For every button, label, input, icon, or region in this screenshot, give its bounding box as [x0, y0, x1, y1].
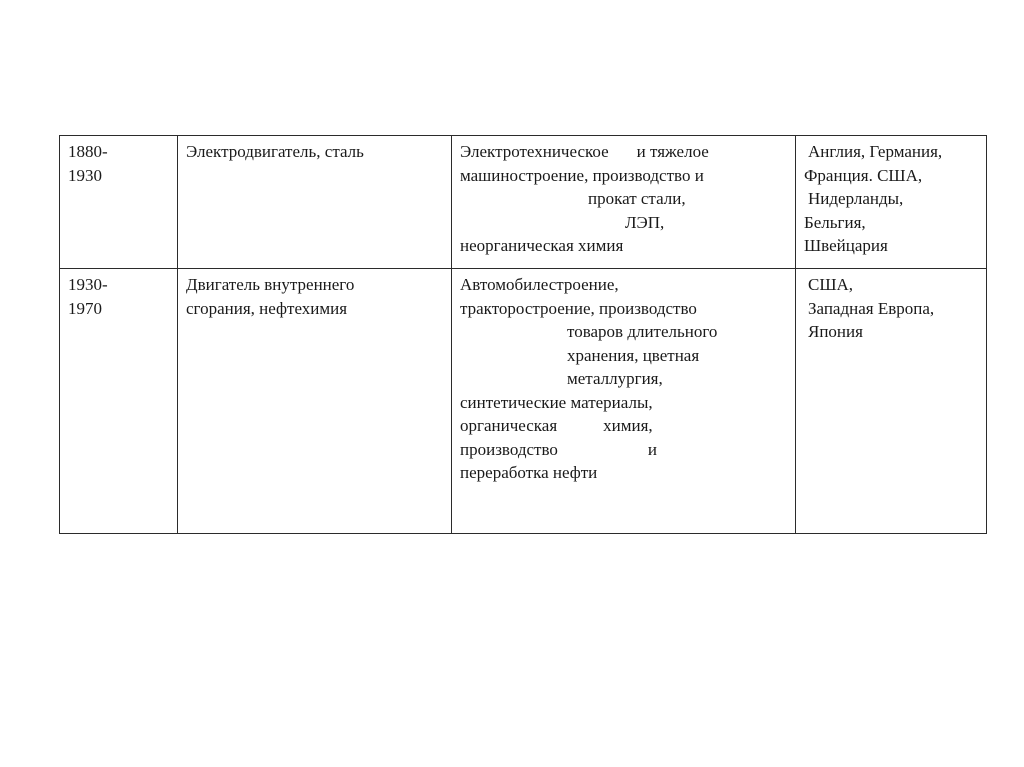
- industries-line: металлургия,: [567, 369, 663, 388]
- industries-line: [460, 438, 787, 462]
- regions-text: США,: [808, 275, 854, 294]
- regions-text: Япония: [808, 322, 863, 341]
- table-row: [60, 136, 987, 269]
- technology-cell: [178, 136, 452, 269]
- period-text: 1880-: [68, 142, 108, 161]
- industries-line: тракторостроение, производство: [460, 298, 697, 318]
- regions-cell: [796, 269, 987, 534]
- industries-line: товаров длительного: [567, 322, 718, 341]
- industries-cell: [452, 136, 796, 269]
- period-cell: [60, 269, 178, 534]
- technology-cell: [178, 269, 452, 534]
- regions-text: Западная Европа,: [808, 298, 935, 318]
- period-text: 1930: [68, 165, 102, 185]
- industries-text: химия,: [603, 416, 653, 435]
- technology-text: сгорания, нефтехимия: [186, 298, 348, 318]
- regions-text: Нидерланды,: [808, 189, 904, 208]
- technology-text: Двигатель внутреннего: [186, 275, 355, 294]
- industries-line: синтетические материалы,: [460, 392, 653, 412]
- industries-line: переработка нефти: [460, 463, 598, 482]
- regions-text: Бельгия,: [804, 212, 866, 232]
- industries-text: и тяжелое: [636, 142, 709, 161]
- industries-line: [460, 140, 787, 164]
- industries-text: и: [647, 439, 657, 459]
- industries-line: прокат стали,: [588, 189, 686, 208]
- industries-line: машиностроение, производство и: [460, 165, 704, 185]
- industries-text: Электротехническое: [460, 142, 609, 161]
- regions-text: Швейцария: [804, 236, 888, 255]
- period-cell: [60, 136, 178, 269]
- regions-text: Англия, Германия,: [808, 142, 943, 161]
- industries-line: неорганическая химия: [460, 236, 624, 255]
- industries-text: производство: [460, 439, 558, 459]
- period-text: 1930-: [68, 275, 108, 294]
- industries-cell: [452, 269, 796, 534]
- industries-line: [460, 414, 787, 438]
- industries-line: ЛЭП,: [625, 212, 665, 232]
- period-text: 1970: [68, 298, 102, 318]
- industries-text: органическая: [460, 416, 558, 435]
- industries-line: хранения, цветная: [567, 345, 700, 365]
- regions-text: Франция. США,: [804, 165, 923, 185]
- industries-line: Автомобилестроение,: [460, 275, 619, 294]
- table-row: [60, 269, 987, 534]
- regions-cell: [796, 136, 987, 269]
- technology-periods-table: [59, 135, 987, 534]
- technology-text: Электродвигатель, сталь: [186, 142, 364, 161]
